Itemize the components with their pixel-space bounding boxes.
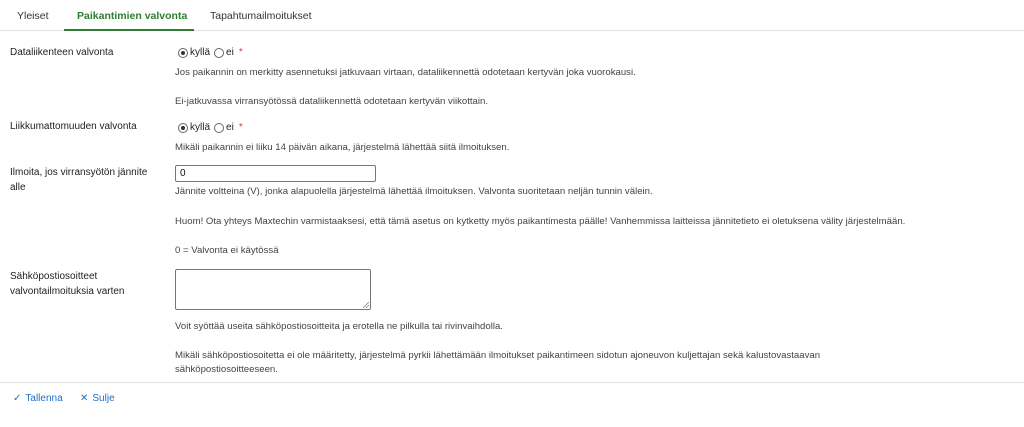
- close-icon: ✕: [80, 393, 89, 404]
- data-traffic-help-1: Jos paikannin on merkitty asennetuksi jatkuvaan virtaan, dataliikennettä odotetaan kertyvän joka vuorokausi.: [175, 67, 636, 78]
- required-marker: *: [238, 47, 243, 58]
- voltage-help-2: Huom! Ota yhteys Maxtechin varmistaaksesi, että tämä asetus on kytketty myös paikantimesta päälle! Vanhemmissa laitteissa jännitetieto ei oletuksena välity järjestelmään.: [175, 216, 906, 227]
- save-button[interactable]: [13, 393, 63, 404]
- immobility-no-label[interactable]: ei: [226, 122, 234, 133]
- immobility-help: Mikäli paikannin ei liiku 14 päivän aikana, järjestelmä lähettää siitä ilmoituksen.: [175, 142, 510, 153]
- tab-bar: [0, 0, 1024, 31]
- footer-divider: [0, 382, 1024, 383]
- emails-label-line1: Sähköpostiosoitteet: [10, 271, 98, 282]
- data-traffic-yes-label[interactable]: kyllä: [190, 47, 211, 58]
- immobility-no-radio[interactable]: [214, 123, 224, 133]
- immobility-radio-group: [178, 122, 243, 133]
- check-icon: ✓: [13, 393, 22, 404]
- immobility-yes-label[interactable]: kyllä: [190, 122, 211, 133]
- data-traffic-label: Dataliikenteen valvonta: [10, 47, 114, 58]
- data-traffic-radio-group: [178, 47, 243, 58]
- active-tab-indicator: [64, 29, 194, 31]
- emails-help-2-line1: Mikäli sähköpostiosoitetta ei ole määritetty, järjestelmä pyrkii lähettämään ilmoitukset paikantimeen sidotun ajoneuvon kuljettajan sekä kalustovastaavan: [175, 350, 821, 361]
- voltage-help-3: 0 = Valvonta ei käytössä: [175, 245, 279, 256]
- required-marker: *: [238, 122, 243, 133]
- emails-textarea[interactable]: [175, 269, 371, 310]
- voltage-input[interactable]: [175, 165, 376, 182]
- resize-grip-icon[interactable]: [363, 302, 369, 308]
- immobility-label: Liikkumattomuuden valvonta: [10, 121, 137, 132]
- tab-tracker-monitoring[interactable]: Paikantimien valvonta: [77, 10, 188, 22]
- close-label: Sulje: [92, 393, 115, 404]
- save-label: Tallenna: [25, 393, 63, 404]
- emails-help-1: Voit syöttää useita sähköpostiosoitteita ja erotella ne pilkulla tai rivinvaihdolla.: [175, 321, 503, 332]
- voltage-help-1: Jännite voltteina (V), jonka alapuolella järjestelmä lähettää ilmoituksen. Valvonta suoritetaan neljän tunnin välein.: [175, 186, 653, 197]
- immobility-yes-radio[interactable]: [178, 123, 188, 133]
- emails-help-2-line2: sähköpostiosoitteeseen.: [175, 364, 278, 375]
- data-traffic-yes-radio[interactable]: [178, 48, 188, 58]
- voltage-label-line2: alle: [10, 182, 26, 193]
- data-traffic-no-label[interactable]: ei: [226, 47, 234, 58]
- emails-label-line2: valvontailmoituksia varten: [10, 286, 125, 297]
- data-traffic-no-radio[interactable]: [214, 48, 224, 58]
- data-traffic-help-2: Ei-jatkuvassa virransyötössä dataliikennettä odotetaan kertyvän viikottain.: [175, 96, 489, 107]
- close-button[interactable]: [80, 393, 115, 404]
- tab-general[interactable]: Yleiset: [17, 10, 49, 22]
- voltage-label-line1: Ilmoita, jos virransyötön jännite: [10, 167, 148, 178]
- tab-event-notifications[interactable]: Tapahtumailmoitukset: [210, 10, 312, 22]
